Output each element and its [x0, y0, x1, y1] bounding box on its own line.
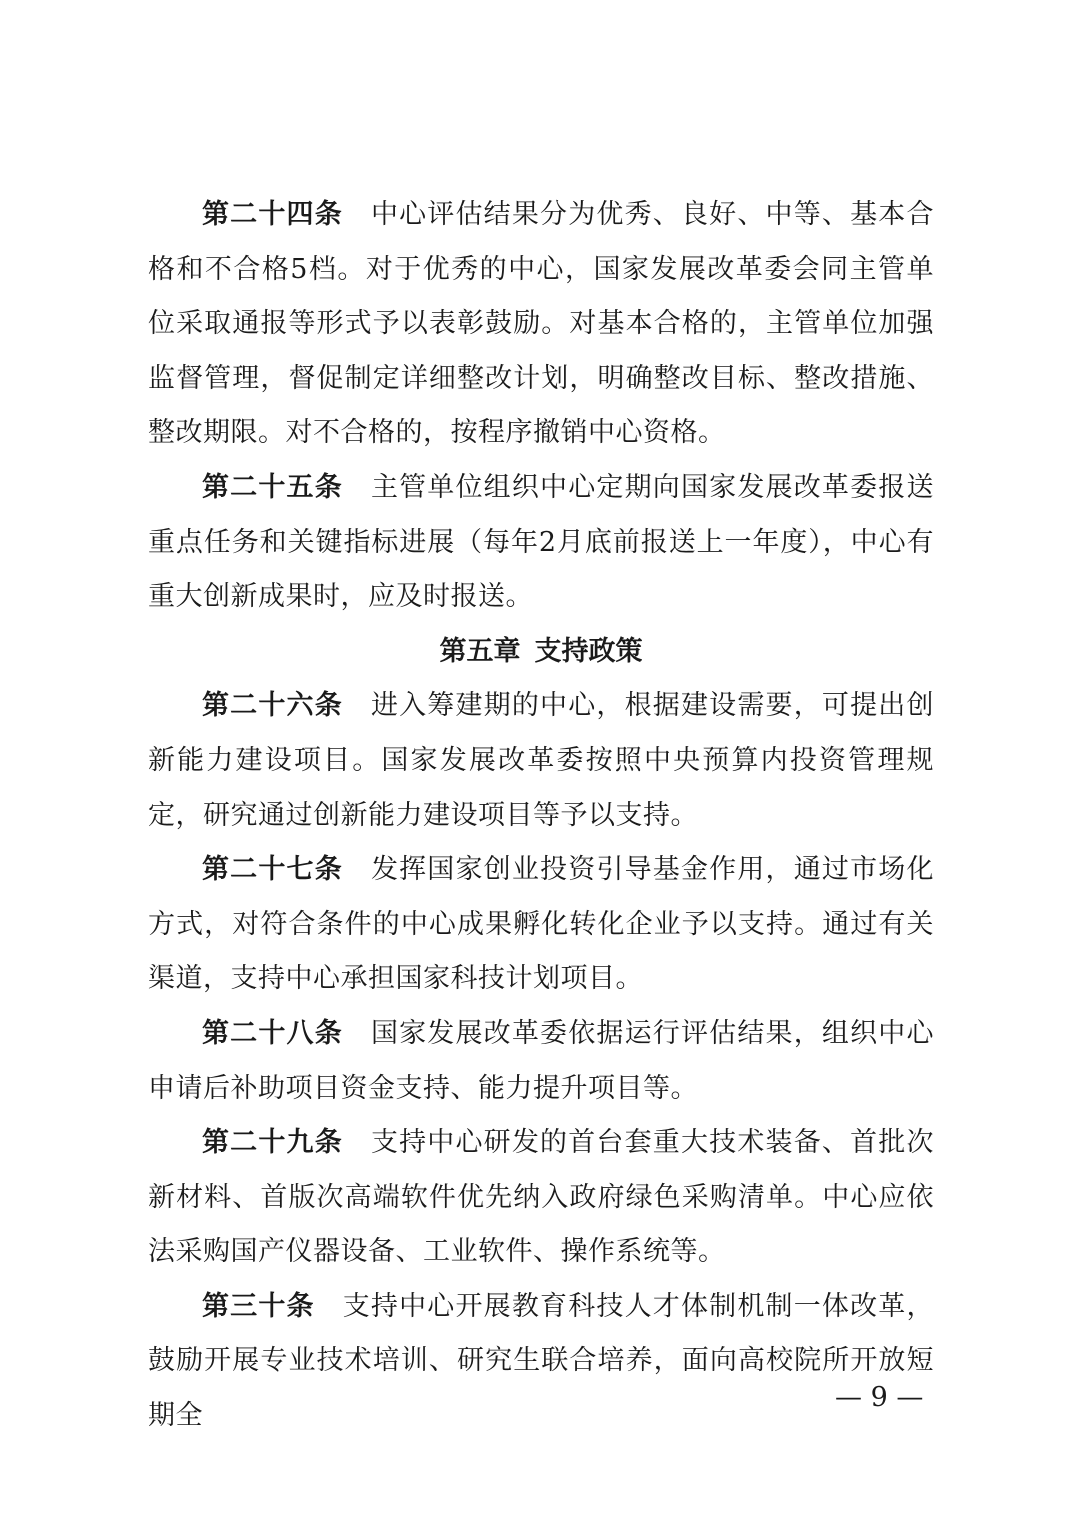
- article-title: 第二十六条: [202, 690, 343, 722]
- chapter-title: 支持政策: [534, 635, 643, 667]
- article-28: [148, 1007, 934, 1116]
- article-text: 发挥国家创业投资引导基金作用，通过市场化方式，对符合条件的中心成果孵化转化企业予以支持。通过有关渠道，支持中心承担国家科技计划项目。: [148, 854, 934, 995]
- article-29: [148, 1116, 934, 1280]
- article-26: [148, 679, 934, 843]
- article-27: [148, 843, 934, 1007]
- article-text: 国家发展改革委依据运行评估结果，组织中心申请后补助项目资金支持、能力提升项目等。: [148, 1017, 934, 1104]
- chapter-heading: [148, 625, 934, 680]
- article-24: [148, 188, 934, 461]
- article-title: 第三十条: [202, 1290, 315, 1322]
- article-text: 中心评估结果分为优秀、良好、中等、基本合格和不合格5档。对于优秀的中心，国家发展改革委会同主管单位采取通报等形式予以表彰鼓励。对基本合格的，主管单位加强监督管理，督促制定详细整改计划，明确整改目标、整改措施、整改期限。对不合格的，按程序撤销中心资格。: [148, 199, 934, 449]
- article-text: 进入筹建期的中心，根据建设需要，可提出创新能力建设项目。国家发展改革委按照中央预算内投资管理规定，研究通过创新能力建设项目等予以支持。: [148, 690, 934, 831]
- article-title: 第二十七条: [202, 854, 343, 886]
- article-25: [148, 461, 934, 625]
- article-30: [148, 1280, 934, 1444]
- article-text: 主管单位组织中心定期向国家发展改革委报送重点任务和关键指标进展（每年2月底前报送上一年度），中心有重大创新成果时，应及时报送。: [148, 471, 934, 613]
- article-title: 第二十九条: [202, 1127, 343, 1159]
- article-text: 支持中心研发的首台套重大技术装备、首批次新材料、首版次高端软件优先纳入政府绿色采购清单。中心应依法采购国产仪器设备、工业软件、操作系统等。: [148, 1127, 934, 1268]
- page-content: [148, 188, 934, 1444]
- page-number: — 9 —: [835, 1382, 924, 1413]
- article-title: 第二十四条: [202, 199, 343, 230]
- chapter-number: 第五章: [439, 635, 521, 667]
- article-title: 第二十八条: [202, 1017, 343, 1049]
- article-text: 支持中心开展教育科技人才体制机制一体改革，鼓励开展专业技术培训、研究生联合培养，面向高校院所开放短期全: [148, 1290, 934, 1432]
- article-title: 第二十五条: [202, 471, 343, 503]
